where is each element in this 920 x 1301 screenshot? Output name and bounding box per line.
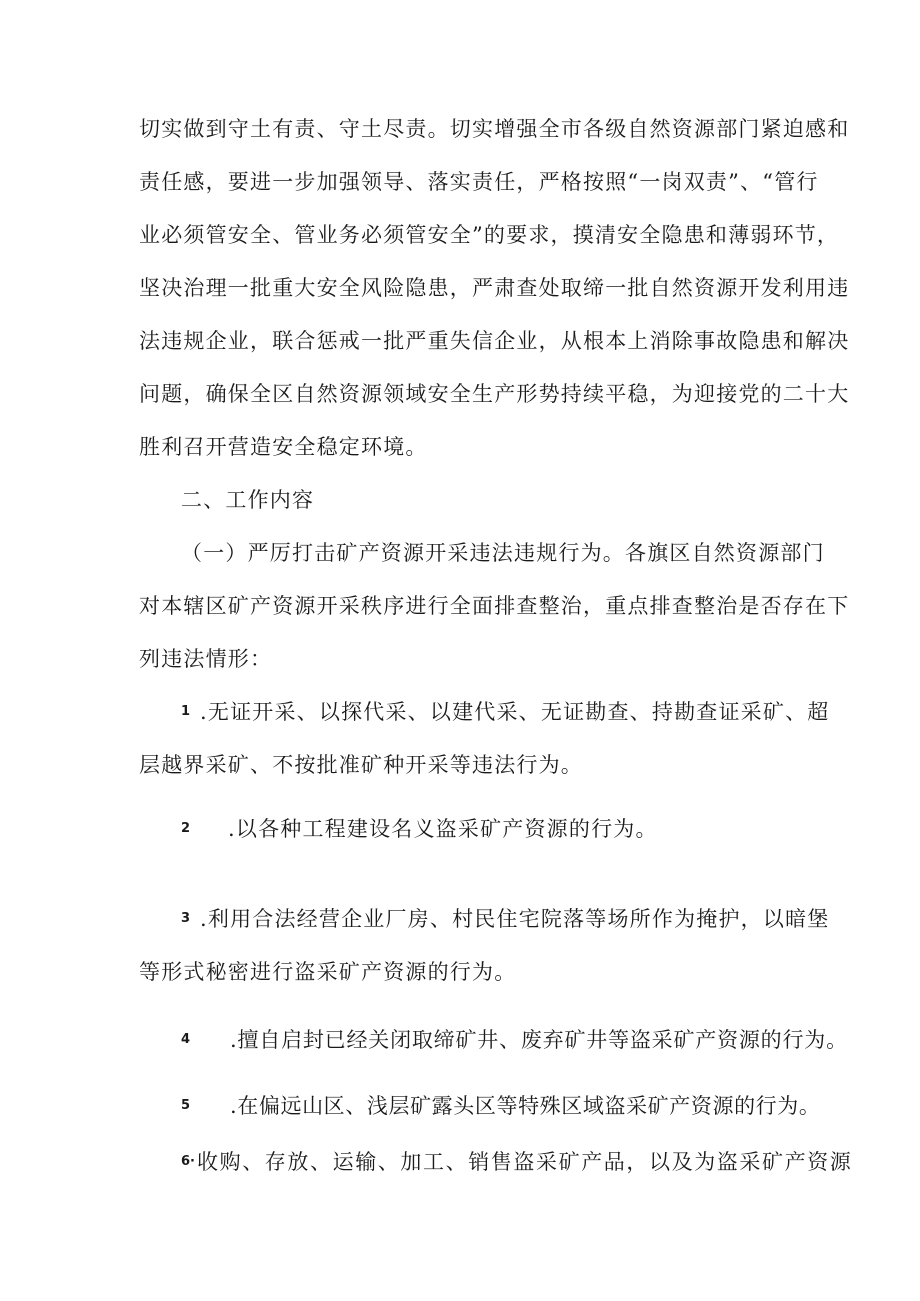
item-text: 收购、存放、运输、加工、销售盗采矿产品，以及为盗采矿产资源 [197, 1150, 853, 1174]
item-text-continued: 层越界采矿、不按批准矿种开采等违法行为。 [139, 753, 583, 777]
text-line: （一）严厉打击矿产资源开采违法违规行为。各旗区自然资源部门 [181, 541, 825, 565]
item-text: .无证开采、以探代采、以建代采、无证勘查、持勘查证采矿、超 [200, 700, 830, 724]
text-line: 坚决治理一批重大安全风险隐患，严肃查处取缔一批自然资源开发利用违 [139, 276, 850, 300]
text-line: 责任感，要进一步加强领导、落实责任，严格按照“一岗双责”、“管行 [139, 170, 819, 194]
item-text: .以各种工程建设名义盗采矿产资源的行为。 [228, 817, 658, 841]
text-line: 问题，确保全区自然资源领域安全生产形势持续平稳，为迎接党的二十大 [139, 382, 850, 406]
item-number: 4 [181, 1032, 191, 1047]
item-number: 1 [181, 704, 191, 719]
section-heading: 二、工作内容 [181, 488, 315, 512]
text-line: 业必须管安全、管业务必须管安全”的要求，摸清安全隐患和薄弱环节， [139, 223, 840, 247]
text-line: 胜利召开营造安全稳定环境。 [139, 435, 428, 459]
text-line: 切实做到守土有责、守土尽责。切实增强全市各级自然资源部门紧迫感和 [139, 117, 850, 141]
item-text-continued: 等形式秘密进行盗采矿产资源的行为。 [139, 960, 517, 984]
item-number: 2 [181, 821, 191, 836]
item-text: .擅自启封已经关闭取缔矿井、废弃矿井等盗采矿产资源的行为。 [230, 1028, 848, 1052]
item-number: 6· [181, 1154, 195, 1169]
text-line: 法违规企业，联合惩戒一批严重失信企业，从根本上消除事故隐患和解决 [139, 329, 850, 353]
item-text: .利用合法经营企业厂房、村民住宅院落等场所作为掩护，以暗堡 [200, 907, 830, 931]
item-number: 3 [181, 911, 191, 926]
text-line: 对本辖区矿产资源开采秩序进行全面排查整治，重点排查整治是否存在下 [139, 594, 850, 618]
text-line: 列违法情形： [139, 647, 273, 671]
item-number: 5 [181, 1098, 191, 1113]
item-text: .在偏远山区、浅层矿露头区等特殊区域盗采矿产资源的行为。 [230, 1094, 821, 1118]
